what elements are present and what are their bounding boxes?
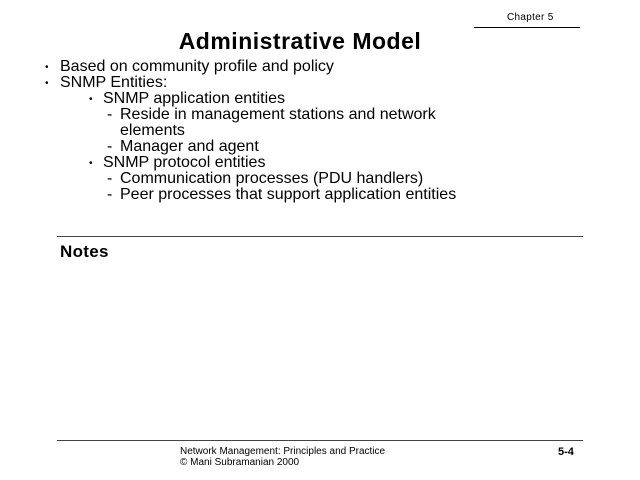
dash-marker: -: [107, 170, 113, 187]
bullet-text: Based on community profile and policy: [60, 58, 334, 75]
footer-credits: [180, 446, 385, 468]
bullet-text: SNMP Entities:: [60, 74, 168, 91]
footer-divider: [57, 440, 583, 441]
bullet-marker: •: [45, 62, 49, 73]
bullet-text: SNMP application entities: [103, 90, 286, 107]
bullet-text: Reside in management stations and network: [120, 106, 436, 123]
dash-marker: -: [107, 138, 113, 155]
chapter-label: Chapter 5: [507, 12, 554, 23]
bullet-text: Peer processes that support application entities: [120, 186, 457, 203]
bullet-marker: •: [89, 94, 93, 105]
dash-marker: -: [107, 106, 113, 123]
book-title: Network Management: Principles and Practice: [180, 446, 386, 457]
page-number: 5-4: [558, 446, 574, 458]
notes-divider: [57, 236, 583, 237]
dash-marker: -: [107, 186, 113, 203]
bullet-marker: •: [45, 78, 49, 89]
bullet-text: Communication processes (PDU handlers): [120, 170, 424, 187]
bullet-marker: •: [89, 158, 93, 169]
bullet-text: Manager and agent: [120, 138, 259, 155]
bullet-text: SNMP protocol entities: [103, 154, 266, 171]
slide-title: Administrative Model: [178, 28, 422, 54]
notes-heading: Notes: [60, 242, 109, 261]
bullet-text-continuation: elements: [120, 122, 185, 139]
copyright: © Mani Subramanian 2000: [180, 457, 300, 468]
